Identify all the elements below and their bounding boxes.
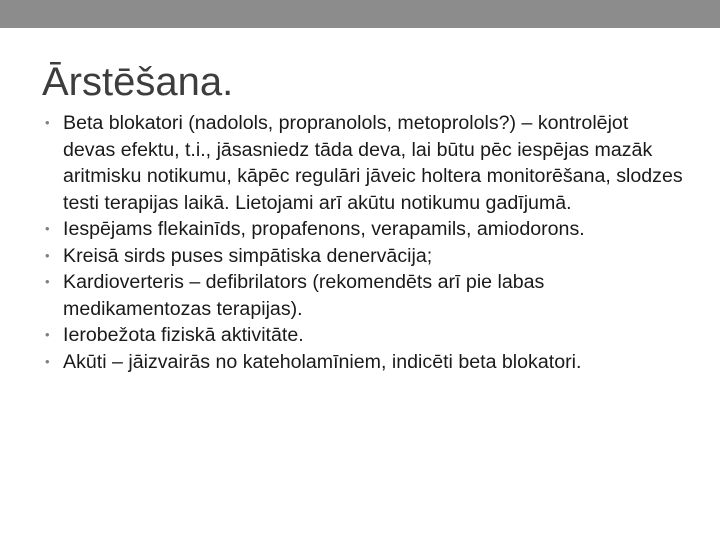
bullet-text: Kreisā sirds puses simpātiska denervācija; [63,244,433,267]
bullet-dot-icon: • [45,247,50,263]
bullet-text: Iespējams flekainīds, propafenons, verapamils, amiodorons. [63,218,585,240]
bullet-item [45,269,685,322]
bullet-item [45,110,685,216]
bullet-text: Akūti – jāizvairās no kateholamīniem, indicēti beta blokatori. [63,350,582,373]
bullet-text: Beta blokatori (nadolols, propranolols, metoprolols?) – kontrolējot devas efektu, t.i., jāsasniedz tāda deva, lai būtu pēc iespējas mazāk aritmisku notikumu, kāpēc regulāri jāveic holtera monitorēšana, slodzes testi terapijas laikā. Lietojami arī akūtu notikumu gadījumā. [63,112,683,214]
bullet-list [45,110,685,375]
bullet-text: Ierobežota fiziskā aktivitāte. [63,324,304,346]
bullet-item [45,322,685,349]
bullet-dot-icon: • [45,327,50,342]
bullet-dot-icon: • [45,353,50,369]
bullet-dot-icon: • [45,115,50,130]
bullet-text: Kardioverteris – defibrilators (rekomendēts arī pie labas medikamentozas terapijas). [63,271,545,320]
bullet-dot-icon: • [45,274,50,289]
bullet-item [45,216,685,243]
slide-title: Ārstēšana. [42,60,234,104]
bullet-item [45,349,685,376]
bullet-item [45,243,685,270]
top-decorative-bar [0,0,720,28]
bullet-dot-icon: • [45,221,50,236]
